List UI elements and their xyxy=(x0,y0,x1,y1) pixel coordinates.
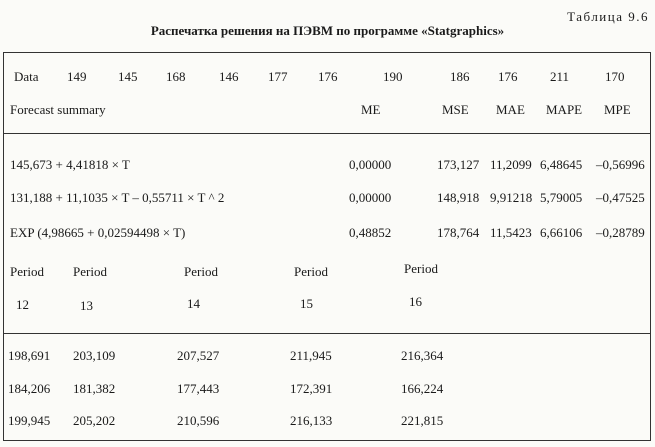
forecast-value: 216,133 xyxy=(290,413,333,428)
model-metric-value: 5,79005 xyxy=(540,190,583,205)
data-value: 170 xyxy=(605,69,625,84)
model-metric-value: 6,66106 xyxy=(540,225,583,240)
model-metric-value: 148,918 xyxy=(437,190,480,205)
model-metric-value: 0,48852 xyxy=(349,225,392,240)
model-metric-value: 9,91218 xyxy=(490,190,533,205)
period-label: Period xyxy=(404,261,438,276)
forecast-value: 207,527 xyxy=(177,348,220,363)
forecast-value: 181,382 xyxy=(73,381,116,396)
model-metric-value: 6,48645 xyxy=(540,157,583,172)
summary-column-header: MAPE xyxy=(546,102,583,117)
summary-column-header: MSE xyxy=(442,102,469,117)
summary-column-header: ME xyxy=(361,102,381,117)
model-equation: 131,188 + 11,1035 × T – 0,55711 × T ^ 2 xyxy=(10,190,225,205)
forecast-value: 199,945 xyxy=(8,413,51,428)
summary-column-header: MPE xyxy=(604,102,631,117)
model-equation: 145,673 + 4,41818 × T xyxy=(10,157,130,172)
divider-periods xyxy=(3,333,651,334)
data-value: 186 xyxy=(450,69,470,84)
data-value: 149 xyxy=(67,69,87,84)
forecast-value: 177,443 xyxy=(177,381,220,396)
summary-column-header: MAE xyxy=(496,102,525,117)
data-value: 168 xyxy=(166,69,186,84)
forecast-value: 205,202 xyxy=(73,413,116,428)
forecast-summary-label: Forecast summary xyxy=(10,102,106,117)
period-label: Period xyxy=(294,264,328,279)
data-value: 176 xyxy=(318,69,338,84)
table-border-left xyxy=(3,52,4,441)
divider-summary xyxy=(3,133,651,134)
model-metric-value: 0,00000 xyxy=(349,190,392,205)
data-value: 145 xyxy=(118,69,138,84)
model-metric-value: –0,47525 xyxy=(596,190,645,205)
data-value: 176 xyxy=(498,69,518,84)
forecast-value: 172,391 xyxy=(290,381,333,396)
data-value: 211 xyxy=(550,69,570,84)
period-label: Period xyxy=(73,264,107,279)
model-metric-value: 0,00000 xyxy=(349,157,392,172)
period-label: Period xyxy=(184,264,218,279)
data-value: 146 xyxy=(219,69,239,84)
data-label: Data xyxy=(14,69,39,84)
period-label: Period xyxy=(10,264,44,279)
period-number: 14 xyxy=(187,296,200,311)
table-border-bottom xyxy=(3,440,651,441)
period-number: 16 xyxy=(409,294,422,309)
forecast-value: 211,945 xyxy=(290,348,332,363)
data-value: 190 xyxy=(383,69,403,84)
forecast-value: 184,206 xyxy=(8,381,51,396)
model-metric-value: 178,764 xyxy=(437,225,480,240)
model-metric-value: 11,2099 xyxy=(490,157,532,172)
period-number: 15 xyxy=(300,296,313,311)
model-metric-value: 173,127 xyxy=(437,157,480,172)
forecast-value: 216,364 xyxy=(401,348,444,363)
table-title: Распечатка решения на ПЭВМ по программе «Statgraphics» xyxy=(150,23,505,38)
forecast-value: 198,691 xyxy=(8,348,51,363)
table-caption: Таблица 9.6 xyxy=(567,9,649,24)
table-border-top xyxy=(3,52,651,53)
forecast-value: 203,109 xyxy=(73,348,116,363)
forecast-value: 221,815 xyxy=(401,413,444,428)
model-metric-value: –0,56996 xyxy=(596,157,645,172)
data-value: 177 xyxy=(268,69,288,84)
period-number: 12 xyxy=(16,297,29,312)
model-equation: EXP (4,98665 + 0,02594498 × T) xyxy=(10,225,186,240)
table-border-right xyxy=(650,52,651,441)
model-metric-value: –0,28789 xyxy=(596,225,645,240)
model-metric-value: 11,5423 xyxy=(490,225,532,240)
period-number: 13 xyxy=(80,298,93,313)
forecast-value: 210,596 xyxy=(177,413,220,428)
forecast-value: 166,224 xyxy=(401,381,444,396)
